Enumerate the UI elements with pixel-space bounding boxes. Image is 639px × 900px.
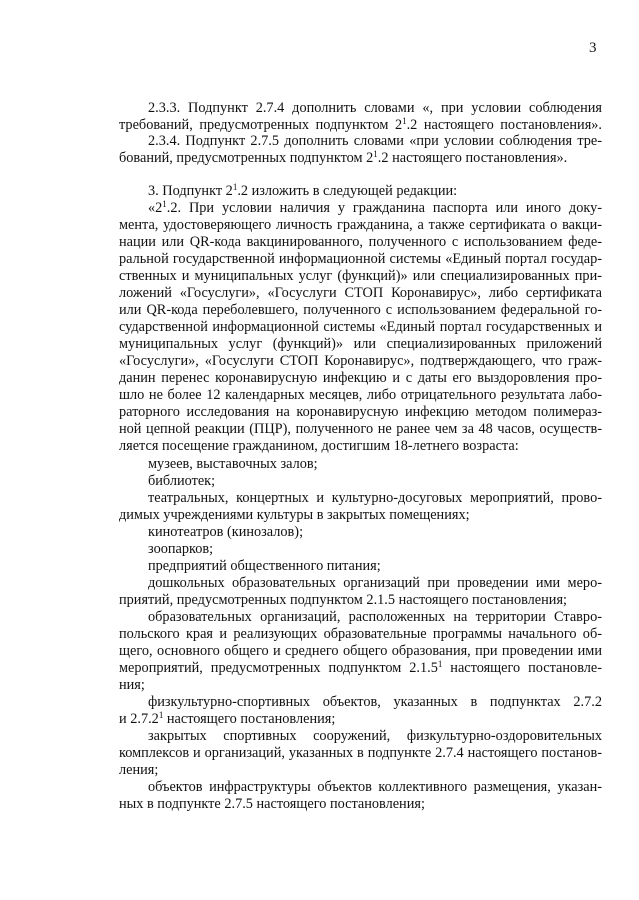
text-line: «Госуслуги», «Госуслуги СТОП Коронавирус», подтверждающего, что граж-: [119, 353, 602, 369]
text-line: ных в подпункте 2.7.5 настоящего постановления;: [119, 796, 425, 812]
page-number: 3: [589, 40, 597, 56]
text-line: предприятий общественного питания;: [148, 558, 381, 574]
text-line: ления;: [119, 762, 159, 778]
text-line: ной цепной реакции (ПЦР), полученного не ранее чем за 48 часов, осуществ-: [119, 421, 602, 437]
text-line: 2.3.3. Подпункт 2.7.4 дополнить словами «, при условии соблюдения: [148, 100, 602, 116]
text-line: ложений «Госуслуги», «Госуслуги СТОП Коронавирус», либо сертификата: [119, 285, 602, 301]
text-line: кинотеатров (кинозалов);: [148, 524, 304, 540]
text-line: мента, удостоверяющего личность гражданина, а также сертификата о вакци-: [119, 217, 602, 233]
superscript: 1: [158, 710, 164, 720]
text-line: мероприятий, предусмотренных подпунктом 2.1.5$^1$ настоящего постановле-: [119, 659, 603, 676]
text-line: раторного исследования на коронавирусную инфекцию методом полимераз-: [119, 404, 602, 420]
superscript: 1: [373, 149, 378, 159]
text-line: ния;: [119, 677, 145, 693]
text-line: или QR-кода переболевшего, полученного с использованием федеральной го-: [119, 302, 602, 318]
text-line: закрытых спортивных сооружений, физкультурно-оздоровительных: [148, 728, 602, 744]
text-line: 3. Подпункт $2^1.2$ изложить в следующей редакции:: [148, 182, 458, 199]
text-line: приятий, предусмотренных подпунктом 2.1.5 настоящего постановления;: [119, 592, 567, 608]
text-line: польского края и реализующих образовательные программы начального об-: [119, 626, 602, 642]
text-line: щего, основного общего и среднего общего образования, при проведении ими: [119, 643, 602, 659]
text-line: дошкольных образовательных организаций при проведении ими меро-: [148, 575, 602, 591]
text-line: ральной государственной информационной системы «Единый портал государ-: [119, 251, 602, 267]
text-line: и 2.7.2$^1$ настоящего постановления;: [119, 710, 336, 727]
text-line: шло не более 12 календарных месяцев, либо отрицательного результата лабо-: [119, 387, 602, 403]
text-line: зоопарков;: [148, 541, 214, 557]
superscript: 1: [162, 199, 167, 209]
text-line: образовательных организаций, расположенных на территории Ставро-: [148, 609, 602, 625]
text-line: театральных, концертных и культурно-досуговых мероприятий, прово-: [148, 490, 602, 506]
text-line: ственных и муниципальных услуг (функций)» или специализированных при-: [119, 268, 602, 284]
text-line: сударственной информационной системы «Единый портал государственных и: [119, 319, 602, 335]
text-line: «$2^1.2$. При условии наличия у гражданина паспорта или иного доку-: [148, 199, 602, 216]
text-line: ляется посещение гражданином, достигшим 18-летнего возраста:: [119, 438, 519, 454]
superscript: 1: [232, 182, 238, 192]
superscript: 1: [402, 116, 407, 126]
text-line: бований, предусмотренных подпунктом $2^1.2$ настоящего постановления».: [119, 149, 568, 166]
text-line: нации или QR-кода вакцинированного, полученного с использованием феде-: [119, 234, 602, 250]
text-line: 2.3.4. Подпункт 2.7.5 дополнить словами «при условии соблюдения тре-: [148, 133, 602, 149]
superscript: 1: [437, 659, 443, 669]
text-line: музеев, выставочных залов;: [148, 456, 318, 472]
text-line: требований, предусмотренных подпунктом $2^1.2$ настоящего постановления».: [119, 116, 602, 133]
text-line: физкультурно-спортивных объектов, указанных в подпунктах 2.7.2: [148, 694, 602, 710]
text-line: библиотек;: [148, 473, 216, 489]
text-line: муниципальных услуг (функций)» или специализированных приложений: [119, 336, 602, 352]
text-line: объектов инфраструктуры объектов коллективного размещения, указан-: [148, 779, 602, 795]
text-line: данин перенес коронавирусную инфекцию и с даты его выздоровления про-: [119, 370, 602, 386]
text-line: димых учреждениями культуры в закрытых помещениях;: [119, 507, 470, 523]
text-line: комплексов и организаций, указанных в подпункте 2.7.4 настоящего постанов-: [119, 745, 602, 761]
